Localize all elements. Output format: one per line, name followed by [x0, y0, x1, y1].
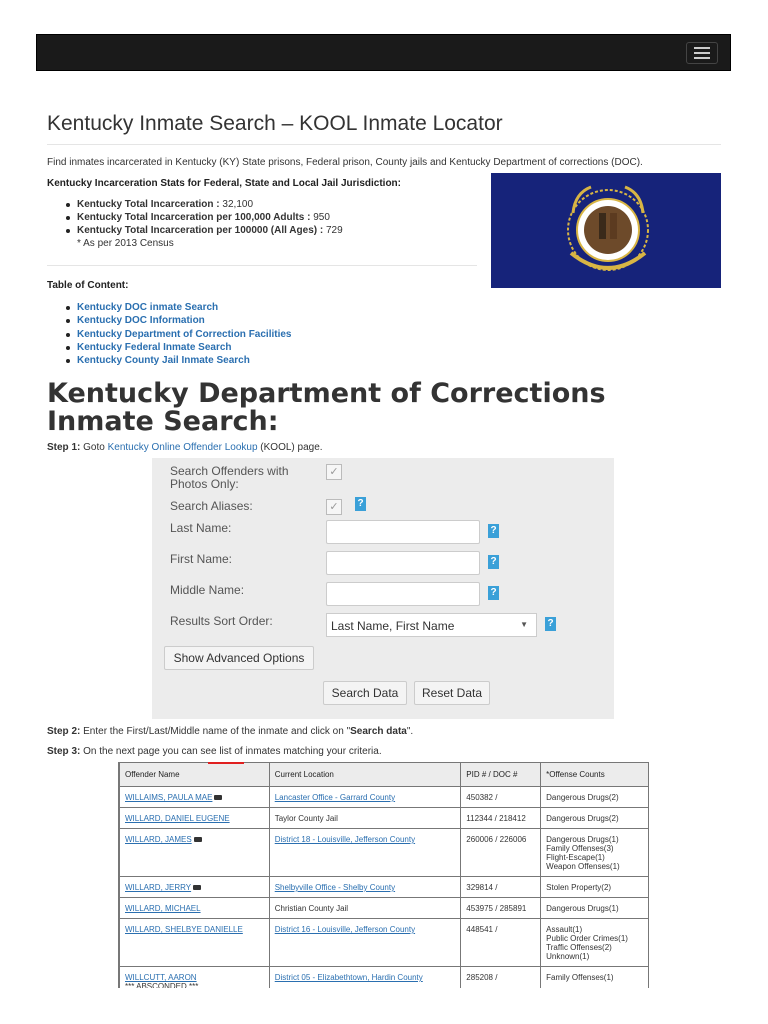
offense-counts-cell: [541, 919, 649, 967]
results-header-row: [120, 763, 650, 787]
annotation-mark: [208, 762, 244, 764]
stats-note: * As per 2013 Census: [77, 238, 174, 249]
location-link[interactable]: District 18 - Louisville, Jefferson County: [274, 835, 416, 844]
last-name-input[interactable]: [326, 520, 480, 544]
photos-only-checkbox[interactable]: ✓: [326, 464, 342, 480]
location-cell: [269, 787, 461, 808]
reset-data-button[interactable]: Reset Data: [414, 681, 490, 705]
offender-name-cell: [120, 877, 270, 898]
table-row: [120, 808, 650, 829]
show-advanced-options-button[interactable]: Show Advanced Options: [164, 646, 314, 670]
offender-name-link[interactable]: WILLAIMS, PAULA MAE: [125, 793, 213, 802]
table-row: [120, 787, 650, 808]
table-row: [120, 898, 650, 919]
sort-order-label: Results Sort Order:: [170, 614, 273, 628]
offense-count: Dangerous Drugs(2): [546, 793, 619, 802]
column-header: *Offense Counts: [541, 763, 649, 787]
kool-link[interactable]: Kentucky Online Offender Lookup: [107, 442, 258, 453]
offense-counts-cell: [541, 898, 649, 919]
offense-counts-cell: [541, 967, 649, 989]
section-title: Kentucky Department of Corrections Inmate Search:: [47, 378, 606, 437]
pid-doc-cell: 453975 / 285891: [461, 898, 541, 919]
offense-count: Family Offenses(3): [546, 844, 614, 853]
offense-count: Unknown(1): [546, 952, 590, 961]
help-icon[interactable]: ?: [488, 555, 499, 569]
toc-link-federal-inmate-search[interactable]: Kentucky Federal Inmate Search: [77, 341, 232, 353]
toc-item: [77, 328, 292, 341]
pid-doc-cell: 450382 /: [461, 787, 541, 808]
table-of-contents: [77, 301, 292, 367]
offender-name-cell: [120, 808, 270, 829]
offender-name-cell: [120, 787, 270, 808]
divider: [47, 265, 477, 266]
offender-name-cell: [120, 919, 270, 967]
offense-count: Flight-Escape(1): [546, 853, 605, 862]
stats-list: [77, 198, 343, 250]
table-row: [120, 967, 650, 989]
column-header: PID # / DOC #: [461, 763, 541, 787]
search-aliases-checkbox[interactable]: ✓: [326, 499, 342, 515]
location-cell: [269, 808, 461, 829]
step-1: Step 1: Goto Kentucky Online Offender Lookup (KOOL) page.: [47, 442, 323, 453]
toc-item: [77, 301, 292, 314]
menu-toggle-icon[interactable]: [686, 42, 718, 64]
top-navbar: [36, 34, 731, 71]
stats-heading: Kentucky Incarceration Stats for Federal, State and Local Jail Jurisdiction:: [47, 178, 401, 189]
location-link[interactable]: District 16 - Louisville, Jefferson County: [274, 925, 416, 934]
pid-doc-cell: 112344 / 218412: [461, 808, 541, 829]
offense-count: Traffic Offenses(2): [546, 943, 612, 952]
offender-name-link[interactable]: WILLCUTT, AARON: [125, 973, 197, 982]
photos-only-label: Search Offenders with Photos Only:: [170, 464, 289, 491]
camera-icon: [214, 795, 222, 800]
sort-order-select[interactable]: Last Name, First Name ▼: [326, 613, 537, 637]
offense-count: Stolen Property(2): [546, 883, 612, 892]
offense-count: Public Order Crimes(1): [546, 934, 628, 943]
location-link[interactable]: Lancaster Office - Garrard County: [274, 793, 396, 802]
divider: [47, 144, 721, 145]
pid-doc-cell: 448541 /: [461, 919, 541, 967]
help-icon[interactable]: ?: [488, 524, 499, 538]
middle-name-label: Middle Name:: [170, 583, 245, 597]
location-cell: [269, 877, 461, 898]
first-name-input[interactable]: [326, 551, 480, 575]
offender-name-cell: [120, 967, 270, 989]
page-title: Kentucky Inmate Search – KOOL Inmate Locator: [47, 112, 503, 135]
toc-item: [77, 354, 292, 367]
offender-name-cell: [120, 898, 270, 919]
offense-counts-cell: [541, 787, 649, 808]
toc-link-doc-inmate-search[interactable]: Kentucky DOC inmate Search: [77, 302, 219, 313]
location-text: Taylor County Jail: [274, 814, 338, 823]
location-cell: [269, 829, 461, 877]
search-data-button[interactable]: Search Data: [323, 681, 407, 705]
search-aliases-label: Search Aliases:: [170, 499, 253, 513]
middle-name-input[interactable]: [326, 582, 480, 606]
column-header: Current Location: [269, 763, 461, 787]
location-cell: [269, 967, 461, 989]
camera-icon: [194, 837, 202, 842]
offender-name-link[interactable]: WILLARD, SHELBYE DANIELLE: [125, 925, 243, 934]
stat-item: Kentucky Total Incarceration : 32,100: [77, 198, 343, 211]
step-3: Step 3: On the next page you can see list of inmates matching your criteria.: [47, 746, 382, 757]
intro-text: Find inmates incarcerated in Kentucky (KY) State prisons, Federal prison, County jails and Kentucky Department of corrections (DOC).: [47, 157, 643, 168]
offender-status: *** ABSCONDED ***: [125, 982, 199, 988]
toc-link-doc-information[interactable]: Kentucky DOC Information: [77, 315, 205, 327]
column-header: Offender Name: [120, 763, 270, 787]
help-icon[interactable]: ?: [488, 586, 499, 600]
offense-count: Assault(1): [546, 925, 583, 934]
offender-name-link[interactable]: WILLARD, MICHAEL: [125, 904, 201, 913]
search-results-screenshot: [118, 762, 649, 988]
help-icon[interactable]: ?: [355, 497, 366, 511]
stat-item: Kentucky Total Incarceration per 100000 (All Ages) : 729: [77, 225, 343, 236]
last-name-label: Last Name:: [170, 521, 232, 535]
table-row: [120, 919, 650, 967]
results-body: [120, 787, 650, 989]
table-row: [120, 829, 650, 877]
location-link[interactable]: Shelbyville Office - Shelby County: [274, 883, 396, 892]
table-row: [120, 877, 650, 898]
offense-count: Weapon Offenses(1): [546, 862, 620, 871]
toc-item: [77, 314, 292, 327]
location-cell: [269, 919, 461, 967]
location-cell: [269, 898, 461, 919]
pid-doc-cell: 285208 /: [461, 967, 541, 989]
offense-count: Dangerous Drugs(1): [546, 904, 619, 913]
offense-count: Dangerous Drugs(2): [546, 814, 619, 823]
pid-doc-cell: 260006 / 226006: [461, 829, 541, 877]
toc-link-county-jail-search[interactable]: Kentucky County Jail Inmate Search: [77, 355, 250, 367]
camera-icon: [193, 885, 201, 890]
offense-counts-cell: [541, 808, 649, 829]
offense-count: Family Offenses(1): [546, 973, 614, 982]
toc-link-correction-facilities[interactable]: Kentucky Department of Correction Facilities: [77, 328, 292, 340]
step-2: Step 2: Enter the First/Last/Middle name of the inmate and click on "Search data".: [47, 726, 414, 737]
offender-name-link[interactable]: WILLARD, JAMES: [125, 835, 192, 844]
offender-name-link[interactable]: WILLARD, DANIEL EUGENE: [125, 814, 230, 823]
kentucky-flag-image: [491, 173, 721, 288]
help-icon[interactable]: ?: [545, 617, 556, 631]
offense-count: Dangerous Drugs(1): [546, 835, 619, 844]
chevron-down-icon: ▼: [520, 620, 528, 629]
toc-item: [77, 341, 292, 354]
toc-heading: Table of Content:: [47, 280, 129, 291]
offense-counts-cell: [541, 877, 649, 898]
stat-item: Kentucky Total Incarceration per 100,000 Adults : 950: [77, 211, 343, 224]
location-link[interactable]: District 05 - Elizabethtown, Hardin County: [274, 973, 423, 982]
results-table: [119, 762, 649, 988]
first-name-label: First Name:: [170, 552, 233, 566]
location-text: Christian County Jail: [274, 904, 349, 913]
offender-name-cell: [120, 829, 270, 877]
offender-name-link[interactable]: WILLARD, JERRY: [125, 883, 192, 892]
offense-counts-cell: [541, 829, 649, 877]
pid-doc-cell: 329814 /: [461, 877, 541, 898]
